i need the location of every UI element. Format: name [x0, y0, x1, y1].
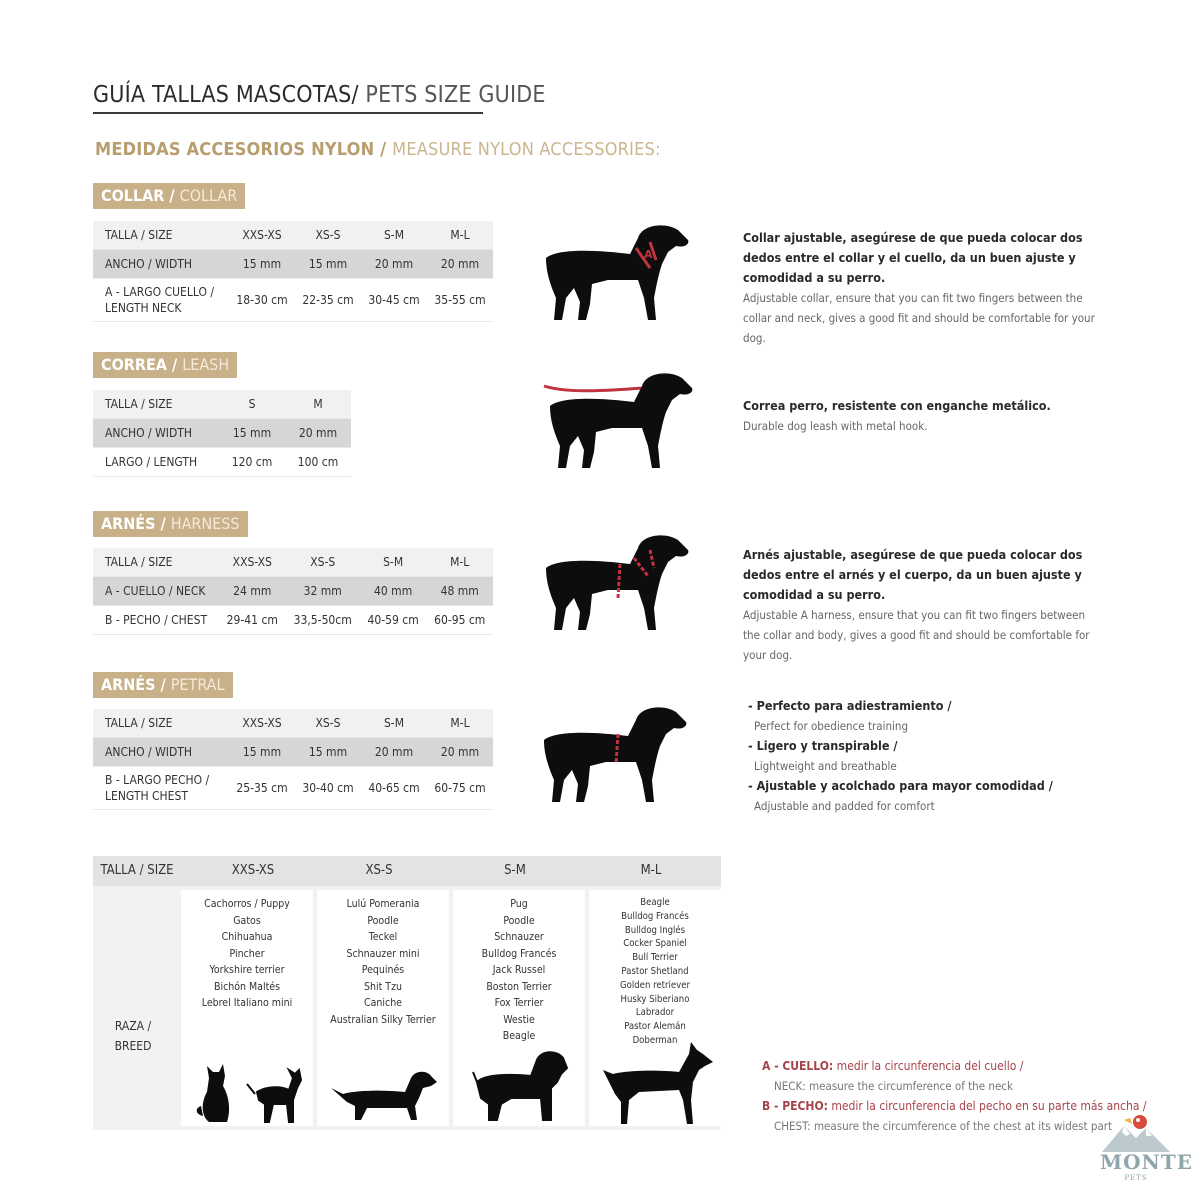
table-cell: M-L	[427, 709, 493, 738]
leash-desc-en: Durable dog leash with metal hook.	[743, 419, 928, 433]
dog-leash-icon	[540, 366, 700, 476]
table-cell: 100 cm	[285, 448, 351, 477]
table-row	[93, 738, 493, 767]
table-cell: TALLA / SIZE	[93, 390, 219, 419]
logo-name: MONTE	[1100, 1150, 1193, 1174]
list-item: Teckel	[368, 931, 398, 943]
list-item: Pastor Shetland	[621, 965, 689, 977]
list-item: Beagle	[502, 1030, 536, 1042]
table-cell: 60-75 cm	[427, 767, 493, 810]
petral-features	[748, 696, 1078, 816]
table-cell: 29-41 cm	[219, 606, 286, 635]
table-cell: M-L	[426, 548, 493, 577]
table-row	[93, 419, 351, 448]
dog-collar-icon	[538, 218, 698, 328]
note-chest-es: medir la circunferencia del pecho en su parte más ancha /	[827, 1099, 1147, 1113]
table-row	[93, 279, 493, 322]
breed-table-header	[93, 856, 721, 886]
list-item: Cocker Spaniel	[623, 938, 687, 950]
table-row	[93, 250, 493, 279]
table-cell: S-M	[361, 221, 427, 250]
breed-label: BREED	[114, 1039, 152, 1053]
breed-list	[589, 896, 721, 1048]
note-neck-en: NECK: measure the circumference of the neck	[774, 1079, 1013, 1093]
measurement-notes	[762, 1056, 1147, 1136]
breed-header-size: S-M	[504, 863, 526, 878]
table-cell: 22-35 cm	[295, 279, 361, 322]
page-subtitle	[95, 139, 661, 160]
table-cell: TALLA / SIZE	[93, 709, 229, 738]
table-row	[93, 390, 351, 419]
table-cell: 33,5-50cm	[286, 606, 360, 635]
table-cell: 48 mm	[426, 577, 493, 606]
breed-size-table	[93, 856, 721, 1130]
breed-column-m-l	[589, 890, 721, 1126]
table-cell: TALLA / SIZE	[93, 548, 219, 577]
breed-column-s-m	[453, 890, 585, 1126]
petral-feature-2-en: Lightweight and breathable	[754, 759, 897, 773]
list-item: Bulldog Inglés	[624, 924, 686, 936]
dog-petral-icon	[536, 700, 696, 810]
list-item: Husky Siberiano	[620, 993, 690, 1005]
table-cell: 20 mm	[427, 738, 493, 767]
raza-label: RAZA /	[114, 1019, 152, 1033]
table-cell: B - PECHO / CHEST	[93, 606, 219, 635]
table-cell: ANCHO / WIDTH	[93, 738, 229, 767]
list-item: Jack Russel	[492, 964, 546, 976]
table-cell: A - CUELLO / NECK	[93, 577, 219, 606]
table-cell: 15 mm	[295, 250, 361, 279]
list-item: Bulldog Francés	[481, 947, 557, 960]
collar-desc-en: Adjustable collar, ensure that you can fit two fingers between the collar and neck, gives a good fit and should be comfortable for your dog.	[743, 291, 1095, 345]
note-neck-highlight: A - CUELLO:	[762, 1059, 834, 1073]
note-chest-en: CHEST: measure the circumference of the chest at its widest part	[774, 1119, 1113, 1133]
note-chest	[762, 1096, 1147, 1116]
dog-harness-icon	[538, 528, 698, 638]
title-underline	[93, 112, 483, 114]
page-title-en: PETS SIZE GUIDE	[358, 82, 546, 108]
logo-subtitle: PETS	[1124, 1174, 1148, 1182]
list-item: Schnauzer	[494, 931, 544, 943]
harness-size-table	[93, 548, 493, 635]
list-item: Gatos	[233, 914, 261, 927]
schnauzer-icon	[471, 1048, 571, 1124]
breed-list	[453, 896, 585, 1045]
leash-desc-es: Correa perro, resistente con enganche metálico.	[743, 398, 1051, 413]
list-item: Australian Silky Terrier	[330, 1013, 436, 1026]
table-cell: 24 mm	[219, 577, 286, 606]
table-cell: 120 cm	[219, 448, 285, 477]
list-item: Bichón Maltés	[213, 980, 281, 993]
list-item: Boston Terrier	[486, 980, 552, 993]
table-cell: 15 mm	[229, 250, 295, 279]
petral-feature-1-en: Perfect for obedience training	[754, 719, 909, 733]
table-cell: XXS-XS	[219, 548, 286, 577]
table-cell: 15 mm	[295, 738, 361, 767]
petral-feature-3-en: Adjustable and padded for comfort	[754, 799, 935, 813]
note-chest-highlight: B - PECHO:	[762, 1099, 828, 1113]
collar-size-table	[93, 221, 493, 322]
breed-column-xxs-xs	[181, 890, 313, 1126]
table-cell: 15 mm	[219, 419, 285, 448]
leash-section-label	[93, 352, 237, 378]
list-item: Westie	[503, 1013, 535, 1026]
note-neck	[762, 1056, 1147, 1076]
collar-section-label	[93, 183, 245, 209]
table-row	[93, 767, 493, 810]
petral-size-table	[93, 709, 493, 810]
collar-desc-es: Collar ajustable, asegúrese de que pueda colocar dos dedos entre el collar y el cuello, da un buen ajuste y comodidad a su perro.	[743, 230, 1083, 285]
list-item: Schnauzer mini	[346, 947, 420, 960]
list-item: Pincher	[229, 947, 265, 960]
list-item: Pug	[510, 898, 528, 910]
dachshund-icon	[327, 1068, 439, 1124]
harness-description	[743, 545, 1103, 665]
table-cell: LARGO / LENGTH	[93, 448, 219, 477]
subtitle-es: MEDIDAS ACCESORIOS NYLON /	[95, 139, 393, 160]
table-row	[93, 548, 493, 577]
list-item: Pequinés	[361, 964, 405, 976]
collar-label-en: COLLAR	[179, 186, 238, 205]
table-cell: XS-S	[295, 709, 361, 738]
list-item: Yorkshire terrier	[209, 964, 285, 976]
list-item: Caniche	[364, 997, 402, 1009]
breed-column-xs-s	[317, 890, 449, 1126]
breed-list	[317, 896, 449, 1028]
table-cell: S-M	[361, 709, 427, 738]
list-item: Fox Terrier	[494, 997, 544, 1009]
leash-description	[743, 396, 1103, 436]
table-cell: 18-30 cm	[229, 279, 295, 322]
page-title-es: GUÍA TALLAS MASCOTAS/	[93, 82, 359, 108]
breed-row-label	[93, 1016, 173, 1056]
list-item: Doberman	[632, 1034, 678, 1046]
table-cell: 32 mm	[286, 577, 360, 606]
table-row	[93, 448, 351, 477]
petral-feature-3-es: - Ajustable y acolchado para mayor comodidad /	[748, 778, 1053, 793]
table-cell: 20 mm	[361, 738, 427, 767]
collar-description	[743, 228, 1103, 348]
breed-header-size: XS-S	[365, 863, 393, 878]
table-cell: TALLA / SIZE	[93, 221, 229, 250]
breed-list	[181, 896, 313, 1012]
table-cell: 40-59 cm	[360, 606, 427, 635]
list-item: Cachorros / Puppy	[204, 898, 290, 910]
list-item: Beagle	[640, 897, 670, 908]
table-cell: 20 mm	[427, 250, 493, 279]
table-row	[93, 221, 493, 250]
leash-label-es: CORREA /	[101, 355, 183, 374]
list-item: Chihuahua	[221, 931, 273, 943]
table-cell: XXS-XS	[229, 221, 295, 250]
breed-header-size-label: TALLA / SIZE	[100, 863, 174, 878]
note-neck-es: medir la circunferencia del cuello /	[833, 1059, 1024, 1073]
petral-label-es: ARNÉS /	[101, 675, 171, 694]
table-cell: M-L	[427, 221, 493, 250]
list-item: Pastor Alemán	[624, 1021, 686, 1033]
table-cell: 35-55 cm	[427, 279, 493, 322]
table-cell: 40-65 cm	[361, 767, 427, 810]
harness-label-es: ARNÉS /	[101, 514, 171, 533]
leash-label-en: LEASH	[182, 355, 230, 374]
cat-and-chihuahua-icon	[195, 1056, 305, 1124]
table-cell: 40 mm	[360, 577, 427, 606]
table-cell: 20 mm	[285, 419, 351, 448]
petral-label-en: PETRAL	[170, 675, 225, 694]
table-cell: 15 mm	[229, 738, 295, 767]
harness-desc-es: Arnés ajustable, asegúrese de que pueda colocar dos dedos entre el arnés y el cuerpo, da un buen ajuste y comodidad a su perro.	[743, 547, 1083, 602]
list-item: Bulldog Francés	[621, 910, 689, 922]
breed-header-size: XXS-XS	[231, 863, 275, 878]
harness-label-en: HARNESS	[170, 514, 240, 533]
table-cell: 30-45 cm	[361, 279, 427, 322]
list-item: Poodle	[503, 914, 535, 927]
svg-text:A: A	[644, 248, 653, 261]
list-item: Shit Tzu	[363, 980, 403, 993]
list-item: Golden retriever	[620, 979, 690, 991]
table-cell: XS-S	[295, 221, 361, 250]
list-item: Lulú Pomerania	[346, 898, 420, 910]
petral-feature-2-es: - Ligero y transpirable /	[748, 738, 898, 753]
list-item: Labrador	[635, 1007, 675, 1019]
harness-desc-en: Adjustable A harness, ensure that you can fit two fingers between the collar and body, gives a good fit and should be comfortable for your dog.	[743, 608, 1090, 662]
table-cell: S	[219, 390, 285, 419]
table-cell: B - LARGO PECHO / LENGTH CHEST	[93, 767, 229, 810]
table-row	[93, 606, 493, 635]
subtitle-en: MEASURE NYLON ACCESSORIES:	[392, 139, 661, 160]
table-cell: 25-35 cm	[229, 767, 295, 810]
page-title	[93, 82, 546, 108]
table-cell: S-M	[360, 548, 427, 577]
petral-section-label	[93, 672, 233, 698]
table-cell: 30-40 cm	[295, 767, 361, 810]
table-cell: ANCHO / WIDTH	[93, 419, 219, 448]
petral-feature-1-es: - Perfecto para adiestramiento /	[748, 698, 952, 713]
table-cell: M	[285, 390, 351, 419]
table-cell: XS-S	[286, 548, 360, 577]
harness-section-label	[93, 511, 248, 537]
table-cell: A - LARGO CUELLO / LENGTH NECK	[93, 279, 229, 322]
list-item: Poodle	[367, 914, 399, 927]
list-item: Lebrel Italiano mini	[201, 997, 293, 1009]
leash-size-table	[93, 390, 351, 477]
table-row	[93, 577, 493, 606]
doberman-icon	[599, 1040, 717, 1126]
table-cell: XXS-XS	[229, 709, 295, 738]
table-cell: ANCHO / WIDTH	[93, 250, 229, 279]
table-row	[93, 709, 493, 738]
breed-header-size: M-L	[640, 863, 662, 878]
list-item: Bull Terrier	[632, 952, 678, 964]
collar-label-es: COLLAR /	[101, 186, 180, 205]
table-cell: 20 mm	[361, 250, 427, 279]
table-cell: 60-95 cm	[426, 606, 493, 635]
